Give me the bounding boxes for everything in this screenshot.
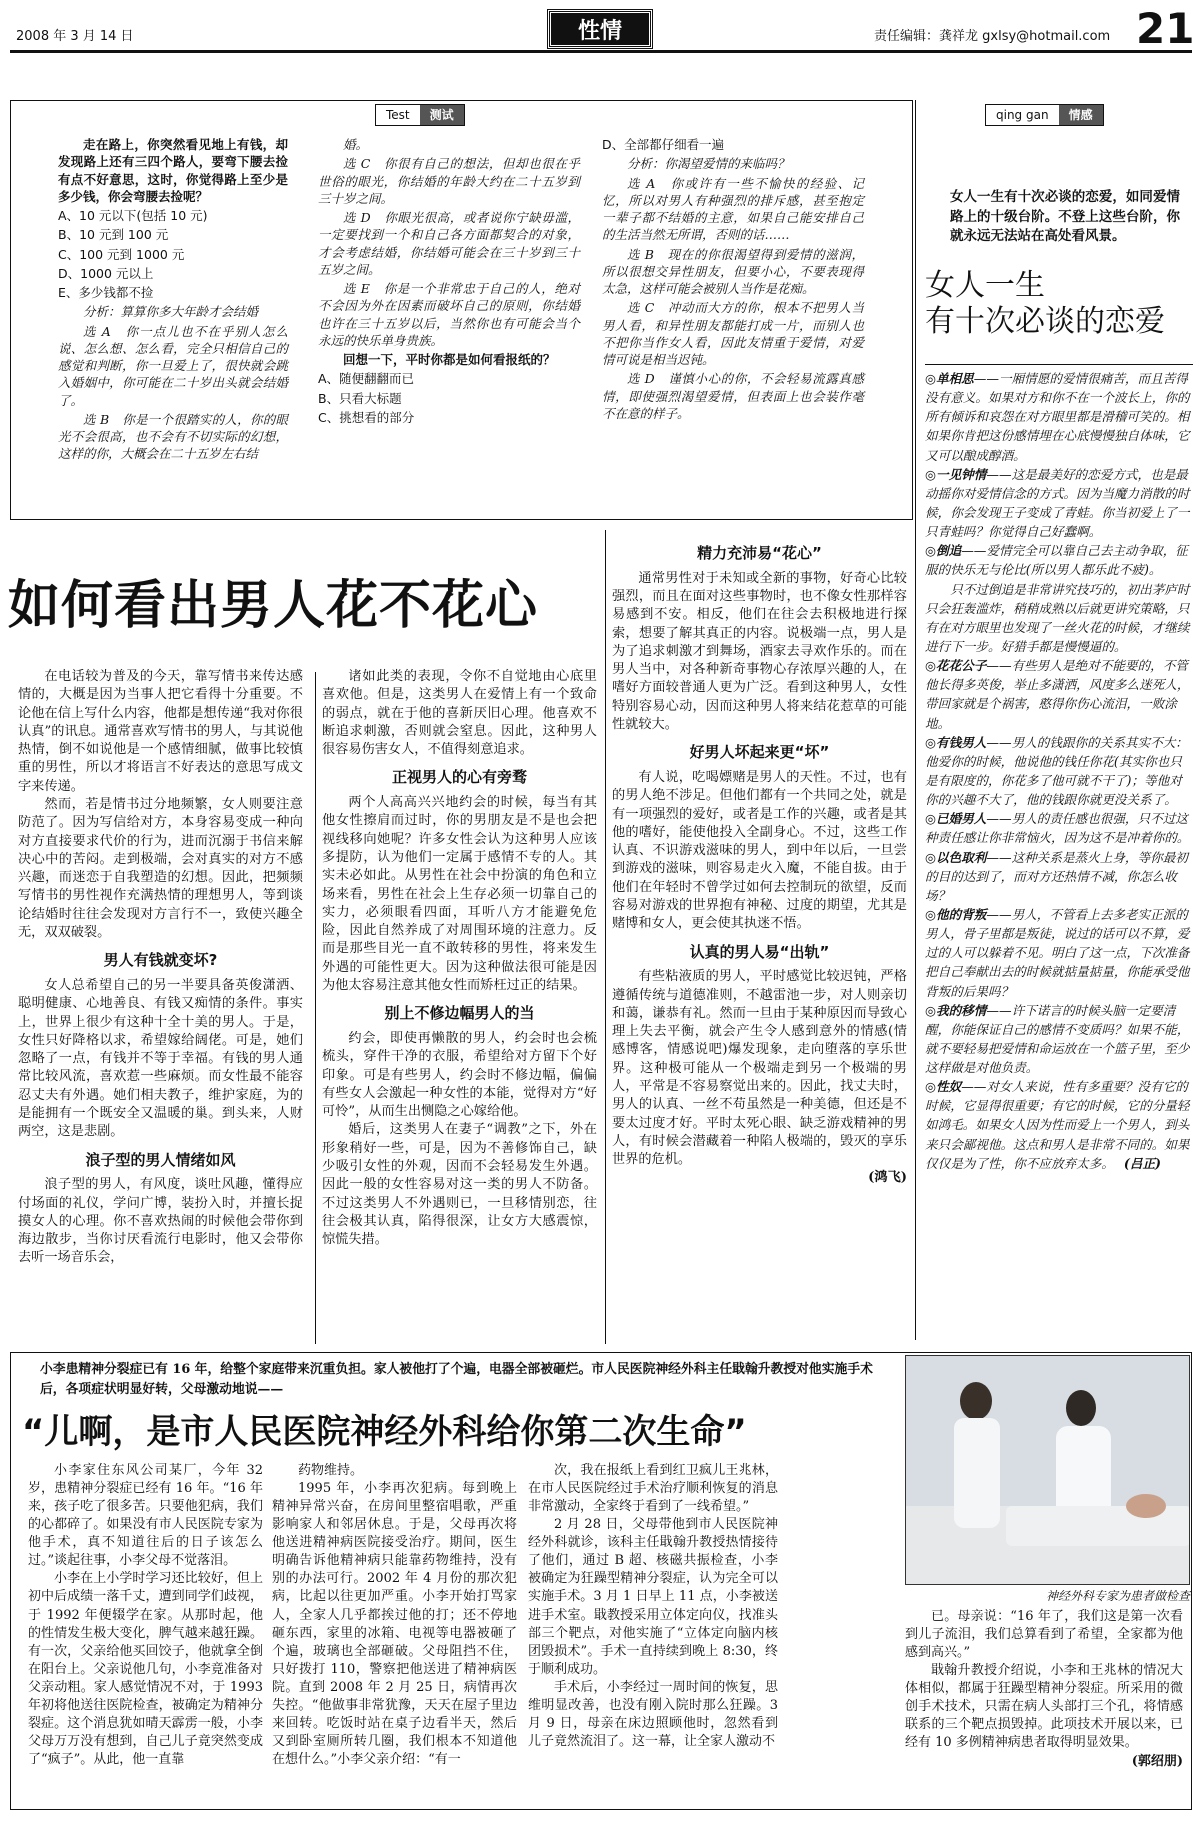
sidebar-item-text: ——一厢情愿的爱情很痛苦，而且苦得没有意义。如果对方和你不在一个波长上，你的所有倾诉和哀怨在对方眼里都是滑稽可笑的。相如果你肯把这份感情埋在心底慢慢独自体味，它又可以酿成醇酒。	[925, 371, 1190, 463]
hospital-column-4	[905, 1608, 1183, 1771]
article-column-3	[612, 535, 907, 1188]
paragraph: 选 A 你或许有一些不愉快的经验、记忆，所以对男人有种强烈的排斥感，甚至抱定一辈子都不结婚的主意，如果自己能安排自己的生活当然无所谓，否则的话……	[602, 175, 864, 243]
paragraph: 约会，即使再懒散的男人，约会时也会梳梳头，穿件干净的衣服，希望给对方留下个好印象。可是有些男人，约会时不修边幅，偏偏有些女人会激起一种女性的本能，觉得对方“好可怜”，从而生出恻隐之心嫁给他。	[322, 1031, 597, 1120]
sidebar-item-text: ——爱情完全可以靠自己去主动争取，征服的快乐无与伦比(所以男人都乐此不疲)。	[925, 543, 1188, 578]
paragraph: 选 B 你是一个很踏实的人，你的眼光不会很高，也不会有不切实际的幻想，这样的你，大概会在二十五岁左右结	[58, 411, 288, 462]
author-credit: (郭绍朋)	[1131, 1753, 1183, 1769]
paragraph: 小李在上小学时学习还比较好，但上初中后成绩一落千丈，遭到同学们歧视，于 1992 年便辍学在家。从那时起，他的性情发生极大变化，脾气越来越狂躁。有一次，父亲给他买回饺子，他就拿全倒在阳台上。父亲说他几句，小李竟准备对父亲动粗。家人感觉情况不对，于 1993 年初将他送往医院检查，被确定为精神分裂症。这个消息犹如晴天霹雳一般，小李父母万万没有想到，自己儿子竟突然变成了“疯子”。从此，他一直靠	[28, 1571, 263, 1767]
paragraph: 1995 年，小李再次犯病。每到晚上精神异常兴奋，在房间里整宿唱歌，严重影响家人和邻居休息。于是，父母再次将他送进精神病医院接受治疗。期间，医生明确告诉他精神病只能靠药物维持，没有别的办法可行。2002 年 4 月份的那次犯病，比起以往更加严重。小李开始打骂家人，全家人几乎都挨过他的打；还不停地砸东西，家里的冰箱、电视等电器被砸了个遍，玻璃也全部砸破。父母阻挡不住，只好拨打 110，警察把他送进了精神病医院。直到 2008 年 2 月 25 日，病情再次失控。“他做事非常犹豫，天天在屋子里边来回转。吃饭时站在桌子边看半天，然后又到卧室厕所转几圈，我们根本不知道他在想什么。”小李父亲介绍：“有一	[272, 1481, 517, 1767]
quiz-question: 回想一下，平时你都是如何看报纸的？	[343, 352, 556, 367]
paragraph: 在电话较为普及的今天，靠写情书来传达感情的，大概是因为当事人把它看得十分重要。不论他在信上写什么内容，他都是想传递“我对你很认真”的讯息。通常喜欢写情书的男人，与其说他热情，倒不如说他是一个感情细腻，做事比较慎重的男性，所以才将语言不好表达的意思写成文字来传递。	[18, 669, 303, 794]
paragraph: 选 C 冲动而大方的你，根本不把男人当男人看，和异性朋友都能打成一片，而别人也不把你当作女人看，因此友情重于爱情，对爱情可说是相当迟钝。	[602, 300, 864, 367]
paragraph: 药物维持。	[298, 1463, 364, 1478]
quiz-option: C、挑想看的部分	[318, 409, 415, 425]
sidebar-items	[925, 364, 1193, 1173]
sidebar-item-name: ◎性奴	[925, 1079, 962, 1095]
sidebar-item	[925, 1077, 1193, 1173]
paragraph: 诸如此类的表现，令你不自觉地由心底里喜欢他。但是，这类男人在爱情上有一个致命的弱点，就在于他的喜新厌旧心理。他喜欢不断追求刺激，否则就会窒息。因此，这种男人很容易伤害女人，不值得刻意追求。	[322, 669, 597, 758]
subheading: 正视男人的心有旁骛	[391, 768, 527, 787]
paragraph: 选 E 你是一个非常忠于自己的人，绝对不会因为外在因素而破坏自己的原则，你结婚也许在三十五岁以后，当然你也有可能会当个永远的快乐单身贵族。	[318, 281, 580, 348]
test-tag-cn: 测试	[420, 105, 464, 125]
author-credit: (鸿飞)	[868, 1170, 907, 1186]
sidebar-item	[925, 733, 1193, 810]
author-credit: (吕正)	[1123, 1155, 1162, 1171]
subheading: 好男人坏起来更“坏”	[689, 743, 830, 762]
sidebar-item	[925, 1001, 1193, 1078]
sidebar-intro: 女人一生有十次必谈的恋爱，如同爱情路上的十级台阶。不登上这些台阶，你就永远无法站在高处看风景。	[950, 189, 1180, 245]
sidebar-item	[925, 465, 1193, 542]
paragraph: 选 B 现在的你很渴望得到爱情的滋润，所以很想交异性朋友，但要小心，不要表现得太急，这样可能会被别人当作是花痴。	[602, 246, 864, 296]
sidebar-tag	[985, 104, 1104, 126]
quiz-option: D、全部都仔细看一遍	[602, 137, 725, 152]
test-tag-en: Test	[386, 108, 410, 122]
hospital-column-2	[272, 1462, 517, 1769]
sidebar-item-name: ◎单相思	[925, 371, 974, 386]
page-number: 21	[1136, 4, 1195, 53]
sidebar-item-text: ——男人的钱跟你的关系其实不大：他爱你的时候，他说他的钱任你花(其实你也只是有限度的，你花多了他可就不干了)；等他对你的兴趣不大了，他的钱跟你就更没关系了。	[925, 734, 1188, 808]
sidebar-divider	[915, 100, 916, 1340]
subheading: 浪子型的男人情绪如风	[85, 1150, 236, 1169]
sidebar-item-text: ——这是最美好的恋爱方式，也是最动摇你对爱情信念的方式。因为当魔力消散的时候，你会发现王子变成了青蛙。你当初爱上了一只青蛙吗？你觉得自己好蠢啊。	[925, 466, 1190, 540]
doctor-photo	[905, 1355, 1190, 1585]
sidebar-item-name: ◎以色取利	[925, 849, 987, 865]
sidebar-item	[925, 848, 1193, 905]
hospital-column-1	[28, 1462, 263, 1769]
paragraph: 有些粘液质的男人，平时感觉比较迟钝，严格遵循传统与道德准则，不越雷池一步，对人则亲切和蔼，谦恭有礼。然而一旦由于某种原因而导致心理上失去平衡，就会产生令人感到意外的情感(情感博客，情感说吧)爆发现象，走向堕落的享乐世界。这种极可能从一个极端走到另一个极端的男人，平常是不容易察觉出来的。因此，找丈夫时，男人的认真、一丝不苟虽然是一种美德，但还是不要太过度才好。平时太死心眼、缺乏游戏精神的男人，有时候会潜藏着一种陷人极端的，毁灭的享乐世界的危机。	[612, 969, 907, 1168]
section-badge: 性情	[548, 10, 652, 48]
test-column-1	[58, 136, 288, 465]
sidebar-item-text: ——这种关系是蒸火上身，等你最初的目的达到了，而对方还热情不减，你怎么收场？	[925, 849, 1188, 903]
sidebar-item-text: ——许下诺言的时候头脑一定要清醒，你能保证自己的感情不变质吗？如果不能，就不要轻易把爱情和命运放在一个篮子里，至少这样做是对他负责。	[925, 1002, 1190, 1076]
sidebar-tag-cn: 情感	[1059, 105, 1103, 125]
sidebar-item	[925, 541, 1193, 579]
paragraph: 选 A 你一点儿也不在乎别人怎么说、怎么想、怎么看，完全只相信自己的感觉和判断，你一旦爱上了，很快就会跳入婚姻中，你可能在二十岁出头就会结婚了。	[58, 323, 288, 408]
paragraph: 浪子型的男人，有风度，谈吐风趣，懂得应付场面的礼仪，学问广博，装扮入时，并擅长捉摸女人的心理。你不喜欢热闹的时候他会带你到海边散步，当你讨厌看流行电影时，他又会带你去听一场音乐会，	[18, 1177, 303, 1266]
sidebar-item	[925, 809, 1193, 847]
subheading: 认真的男人易“出轨”	[689, 942, 830, 961]
quiz-option: A、随便翻翻而已	[318, 371, 415, 387]
subheading: 男人有钱就变坏?	[103, 951, 218, 970]
paragraph: 两个人高高兴兴地约会的时候，每当有其他女性擦肩而过时，你的男朋友是不是也会把视线移向她呢？许多女性会认为这种男人应该多提防，认为他们一定属于感情不专的人。其实未必如此。从男性在社会中扮演的角色和立场来看，男性在社会上生存必须一切靠自己的实力，必须眼看四面，耳听八方才能避免危险，因此自然养成了对周围环境的注意力。反而是那些目光一直不敢转移的男性，将来发生外遇的可能性更大。因为这种做法很可能是因为他太容易注意其他女性而矫枉过正的结果。	[322, 795, 597, 993]
sidebar-item-name: ◎花花公子	[925, 658, 987, 674]
paragraph: 选 D 谨慎小心的你，不会轻易流露真感情，即使强烈渴望爱情，但表面上也会装作毫不在意的样子。	[602, 371, 864, 421]
hospital-lead: 小李患精神分裂症已有 16 年，给整个家庭带来沉重负担。家人被他打了个遍，电器全部被砸烂。市人民医院神经外科主任戢翰升教授对他实施手术后，各项症状明显好转，父母激动地说——	[40, 1362, 873, 1397]
paragraph: 选 C 你很有自己的想法，但却也很在乎世俗的眼光，你结婚的年龄大约在二十五岁到三十岁之间。	[318, 156, 580, 206]
quiz-option: C、100 元到 1000 元	[58, 246, 185, 262]
quiz-option: B、10 元到 100 元	[58, 227, 169, 243]
subheading: 精力充沛易“花心”	[697, 544, 822, 562]
paragraph: 已。母亲说：“16 年了，我们这是第一次看到儿子流泪，我们总算看到了希望，全家都为他感到高兴。”	[905, 1609, 1183, 1661]
editor-credit: 责任编辑：龚祥龙 gxlsy@hotmail.com	[874, 29, 1111, 44]
doctor-examining-patient-image	[906, 1356, 1190, 1585]
article-column-2	[322, 668, 597, 1249]
test-tag	[375, 104, 465, 126]
photo-caption: 神经外科专家为患者做检查	[1045, 1589, 1190, 1603]
paragraph: 通常男性对于未知或全新的事物，好奇心比较强烈，而且在面对这些事物时，也不像女性那样容易感到不安。相反，他们在往会去积极地进行探索，想要了解其真正的内容。说极端一点，男人是为了追求刺激才到舞场，酒家去寻欢作乐的。而在男人当中，对各种新奇事物心存浓厚兴趣的人，在嗜好方面较普通人更为广泛。看到这种男人，女性特别容易心动，因而这种男人将来结花惹草的可能性就较大。	[612, 570, 907, 733]
sidebar-title-line2: 有十次必谈的恋爱	[925, 304, 1165, 339]
header-rule	[10, 50, 1192, 53]
paragraph: 分析：算算你多大年龄才会结婚	[83, 304, 259, 320]
paragraph: 2 月 28 日，父母带他到市人民医院神经外科就诊，该科主任戢翰升教授热情接待了他们，通过 B 超、核磁共振检查，小李被确定为狂躁型精神分裂症，认为完全可以实施手术。3 月 1 日早上 11 点，小李被送进手术室。戢教授采用立体定向仪，找准头部三个靶点，对他实施了“立体定向脑内核团毁损术”。手术一直持续到晚上 8:30，终于顺利成功。	[528, 1517, 778, 1677]
quiz-option: E、多少钱都不捡	[58, 285, 154, 300]
paragraph: 婚。	[343, 137, 369, 152]
paragraph: 次，我在报纸上看到红卫疯儿王兆林，在市人民医院经过手术治疗顺利恢复的消息非常激动，全家终于看到了一线希望。”	[528, 1463, 778, 1515]
paragraph: 有人说，吃喝嫖赌是男人的天性。不过，也有的男人绝不涉足。但他们都有一个共同之处，就是有一项强烈的爱好，或者是工作的兴趣，或者是其他的嗜好，能使他投入全副身心。不过，这些工作认真、不识游戏滋味的男人，到中年以后，一旦尝到游戏的滋味，则容易走火入魔，不能自拔。由于他们在年轻时不曾学过如何去控制玩的欲望，反而容易对游戏的世界抱有神秘、过度的期望，尤其是赌博和女人，更会使其执迷不悟。	[612, 770, 907, 932]
hospital-title: “儿啊，是市人民医院神经外科给你第二次生命”	[22, 1412, 747, 1452]
hospital-column-3	[528, 1462, 778, 1751]
paragraph: 戢翰升教授介绍说，小李和王兆林的情况大体相似，都属于狂躁型精神分裂症。所采用的微创手术技术，只需在病人头部打三个孔，将情感联系的三个靶点损毁掉。此项技术开展以来，已经有 10 多例精神病患者取得明显效果。	[905, 1663, 1183, 1751]
issue-date: 2008 年 3 月 14 日	[16, 29, 134, 44]
sidebar-tag-en: qing gan	[996, 108, 1049, 122]
paragraph: 分析：你渴望爱情的来临吗？	[627, 156, 790, 172]
sidebar-item	[925, 580, 1193, 657]
sidebar-item	[925, 905, 1193, 1001]
paragraph: 选 D 你眼光很高，或者说你宁缺毋滥，一定要找到一个和自己各方面都契合的对象，才会考虑结婚，你结婚可能会在三十岁到三十五岁之间。	[318, 210, 580, 277]
article-divider-1	[315, 672, 316, 1344]
sidebar-item-text: ——有些男人是绝对不能要的，不管他长得多英俊，举止多潇洒，风度多么迷死人，带回家就是个祸害，憨得你伤心流泪，一败涂地。	[925, 658, 1190, 731]
sidebar-title-line1: 女人一生	[925, 268, 1045, 303]
sidebar-item-text: ——对女人来说，性有多重要？没有它的时候，它显得很重要；有它的时候，它的分量轻如鸿毛。如果女人因为性而爱上一个男人，到头来只会鄙视他。这点和男人是非常不同的。如果仅仅是为了性，你不应放弃太多。	[925, 1079, 1190, 1171]
sidebar-item-text: ——男人的责任感也很强，只不过这种责任感让你非常恼火，因为这不是冲着你的。	[925, 811, 1190, 846]
article-title: 如何看出男人花不花心	[8, 576, 539, 636]
sidebar-item-name: ◎有钱男人	[925, 734, 987, 750]
sidebar-item-name: ◎他的背叛	[925, 906, 987, 922]
paragraph: 小李家住东风公司某厂，今年 32 岁，患精神分裂症已经有 16 年。“16 年来，孩子吃了很多苦。只要他犯病，我们的心都碎了。如果没有市人民医院专家为他手术，真不知道往后的日子该怎么过。”谈起往事，小李父母不觉落泪。	[28, 1463, 263, 1569]
sidebar-item-name: ◎一见钟情	[925, 466, 987, 482]
sidebar-item-name: ◎倒追	[925, 543, 962, 559]
sidebar-item	[925, 656, 1193, 733]
quiz-option: D、1000 元以上	[58, 265, 154, 281]
paragraph: 手术后，小李经过一周时间的恢复，思维明显改善，也没有刚入院时那么狂躁。3 月 9 日，母亲在床边照顾他时，忽然看到儿子竟然流泪了。这一幕，让全家人激动不	[528, 1679, 778, 1749]
sidebar-item-name: ◎我的移情	[925, 1002, 987, 1018]
paragraph: 然而，若是情书过分地频繁，女人则要注意防范了。因为写信给对方，本身容易变成一种向对方直接要求代价的行为，进而沉溺于书信来解决心中的苦闷。走到极端，会对真实的对方不感兴趣，而迷恋于自我塑造的幻想。因此，把频频写情书的男性视作充满热情的理想男人，等到谈论结婚时往往会发现对方言行不一，致使兴趣全无，双双破裂。	[18, 796, 303, 940]
sidebar-item-text: 只不过倒追是非常讲究技巧的，初出茅庐时只会狂轰滥炸，稍稍成熟以后就更讲究策略，只有在对方眼里也发现了一丝火花的时候，才继续进行下一步。好猎手都是慢慢逼的。	[925, 581, 1190, 654]
sidebar-item-text: ——男人，不管看上去多老实正派的男人，骨子里都是叛徒，说过的话可以不算，爱过的人可以躲着不见。明白了这一点，下次准备把自己奉献出去的时候就掂量掂量，你能承受他背叛的后果吗？	[925, 906, 1190, 999]
sidebar-item-name: ◎已婚男人	[925, 811, 987, 827]
paragraph: 女人总希望自己的另一半要具备英俊潇洒、聪明健康、心地善良、有钱又痴情的条件。事实上，世界上很少有这种十全十美的男人。于是，女性只好降格以求，希望嫁给阔佬。可是，她们忽略了一点，有钱并不等于幸福。有钱的男人通常比较风流，喜欢惹一些麻烦。而女性最不能容忍丈夫有外遇。她们相夫教子，维护家庭，为的是能拥有一个既安全又温暖的巢。到头来，人财两空，这是悲剧。	[18, 977, 303, 1140]
quiz-option: B、只看大标题	[318, 390, 402, 406]
test-column-2	[318, 136, 580, 428]
subheading: 别上不修边幅男人的当	[384, 1004, 535, 1023]
article-divider-2	[605, 530, 606, 1344]
sidebar-item	[925, 369, 1193, 465]
test-column-3	[602, 136, 864, 424]
article-column-1	[18, 668, 303, 1268]
paragraph: 婚后，这类男人在妻子“调教”之下，外在形象稍好一些，可是，因为不善修饰自己，缺少吸引女性的外观，因而不会轻易发生外遇。因此一般的女性容易对这一类的男人不防备。不过这类男人不外遇则已，一旦移情别恋，往往会极其认真，陷得很深，让女方大感震惊，惊慌失措。	[322, 1122, 597, 1248]
quiz-option: A、10 元以下(包括 10 元)	[58, 208, 208, 223]
quiz-question: 走在路上，你突然看见地上有钱，却发现路上还有三四个路人，要弯下腰去捡有点不好意思，这时，你觉得路上至少是多少钱，你会弯腰去捡呢？	[58, 137, 288, 204]
